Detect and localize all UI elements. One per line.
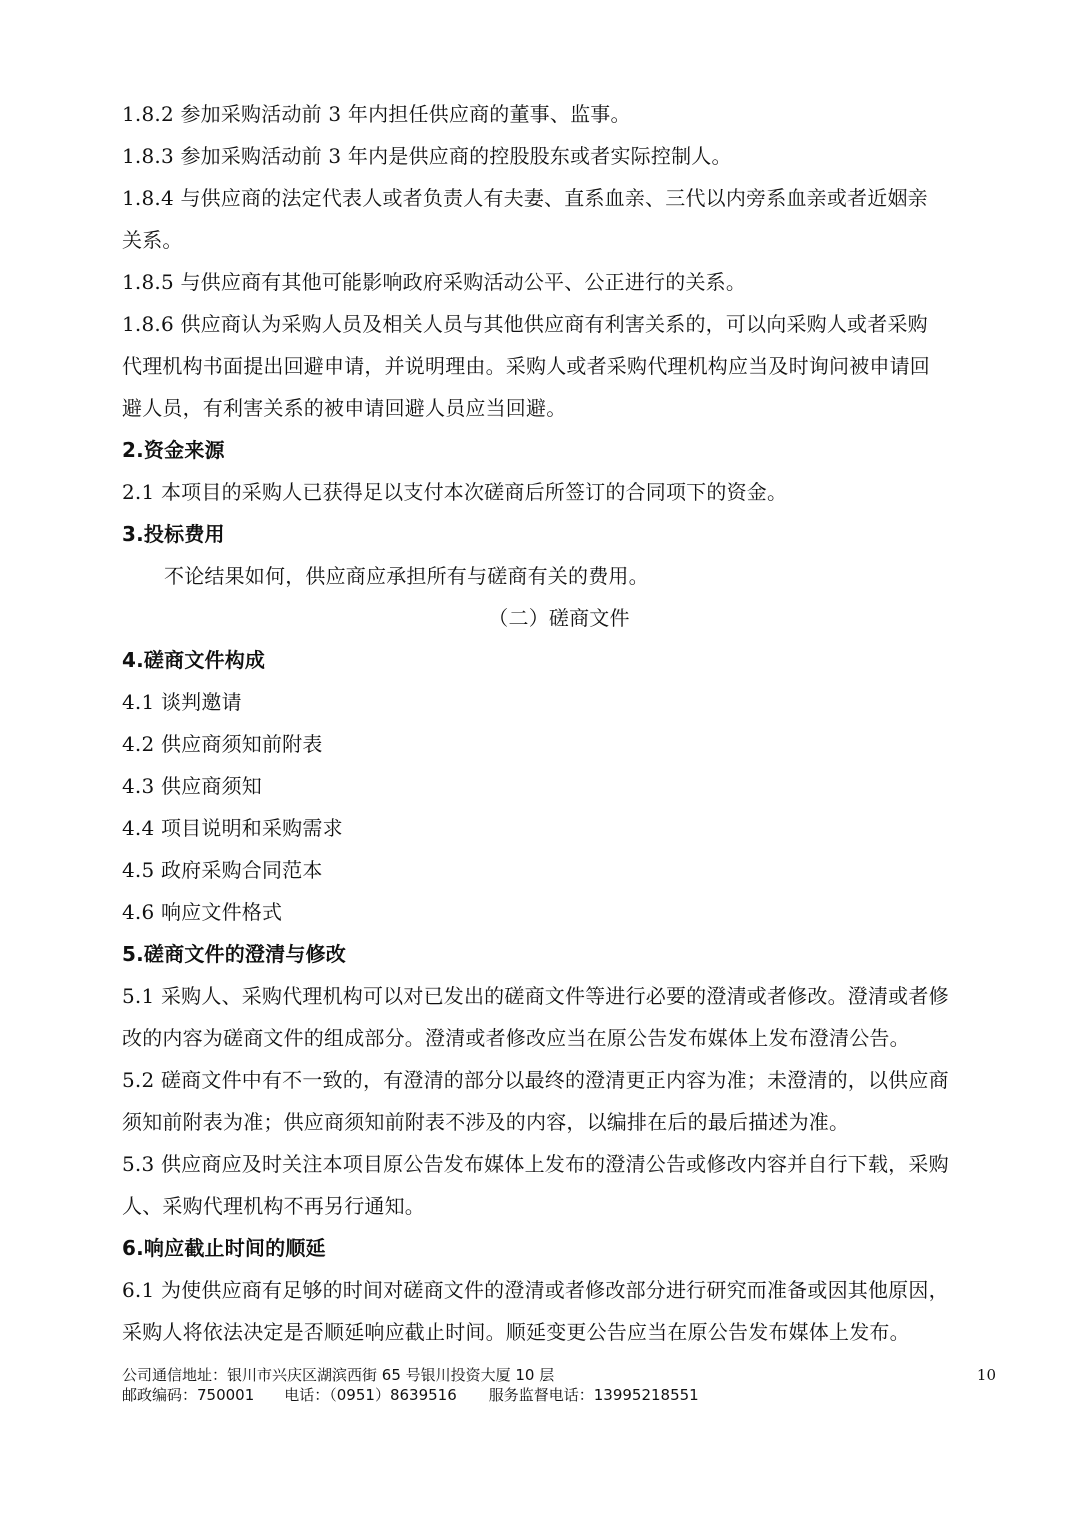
clause-4-1: 4.1 谈判邀请 [122,690,242,714]
costs-paragraph: 不论结果如何，供应商应承担所有与磋商有关的费用。 [164,564,649,588]
page-number: 10 [976,1366,996,1384]
clause-1-8-4-line-1: 1.8.4 与供应商的法定代表人或者负责人有夫妻、直系血亲、三代以内旁系血亲或者近姻亲 [122,186,928,210]
footer-supervision-phone: 服务监督电话：13995218551 [488,1386,699,1404]
footer-postcode: 邮政编码：750001 [122,1386,255,1404]
section-heading-funding: 2.资金来源 [122,438,225,462]
clause-5-1-line-1: 5.1 采购人、采购代理机构可以对已发出的磋商文件等进行必要的澄清或者修改。澄清或者修 [122,984,949,1008]
clause-5-3-line-1: 5.3 供应商应及时关注本项目原公告发布媒体上发布的澄清公告或修改内容并自行下载，采购 [122,1152,949,1176]
page-footer [122,1365,996,1405]
clause-1-8-5: 1.8.5 与供应商有其他可能影响政府采购活动公平、公正进行的关系。 [122,270,747,294]
clause-4-3: 4.3 供应商须知 [122,774,262,798]
clause-2-1: 2.1 本项目的采购人已获得足以支付本次磋商后所签订的合同项下的资金。 [122,480,788,504]
clause-5-2-line-1: 5.2 磋商文件中有不一致的，有澄清的部分以最终的澄清更正内容为准；未澄清的，以供应商 [122,1068,949,1092]
clause-1-8-3: 1.8.3 参加采购活动前 3 年内是供应商的控股股东或者实际控制人。 [122,144,732,168]
section-heading-documents: 4.磋商文件构成 [122,648,266,672]
clause-1-8-4-line-2: 关系。 [122,228,183,252]
clause-1-8-6-line-2: 代理机构书面提出回避申请，并说明理由。采购人或者采购代理机构应当及时询问被申请回 [122,354,930,378]
clause-1-8-2: 1.8.2 参加采购活动前 3 年内担任供应商的董事、监事。 [122,102,631,126]
chapter-title: （二）磋商文件 [488,606,630,630]
clause-5-3-line-2: 人、采购代理机构不再另行通知。 [122,1194,425,1218]
clause-5-2-line-2: 须知前附表为准；供应商须知前附表不涉及的内容，以编排在后的最后描述为准。 [122,1110,850,1134]
clause-4-4: 4.4 项目说明和采购需求 [122,816,343,840]
clause-5-1-line-2: 改的内容为磋商文件的组成部分。澄清或者修改应当在原公告发布媒体上发布澄清公告。 [122,1026,910,1050]
section-heading-costs: 3.投标费用 [122,522,225,546]
clause-1-8-6-line-1: 1.8.6 供应商认为采购人员及相关人员与其他供应商有利害关系的，可以向采购人或者采购 [122,312,928,336]
footer-address: 公司通信地址：银川市兴庆区湖滨西街 65 号银川投资大厦 10 层 [122,1366,555,1384]
clause-6-1-line-2: 采购人将依法决定是否顺延响应截止时间。顺延变更公告应当在原公告发布媒体上发布。 [122,1320,910,1344]
document-body [122,93,996,1353]
footer-contact-row [122,1385,996,1405]
clause-6-1-line-1: 6.1 为使供应商有足够的时间对磋商文件的澄清或者修改部分进行研究而准备或因其他原因， [122,1278,949,1302]
clause-1-8-6-line-3: 避人员，有利害关系的被申请回避人员应当回避。 [122,396,567,420]
clause-4-5: 4.5 政府采购合同范本 [122,858,323,882]
clause-4-2: 4.2 供应商须知前附表 [122,732,323,756]
clause-4-6: 4.6 响应文件格式 [122,900,283,924]
section-heading-deadline: 6.响应截止时间的顺延 [122,1236,326,1260]
section-heading-clarification: 5.磋商文件的澄清与修改 [122,942,346,966]
footer-phone: 电话：（0951）8639516 [284,1386,457,1404]
